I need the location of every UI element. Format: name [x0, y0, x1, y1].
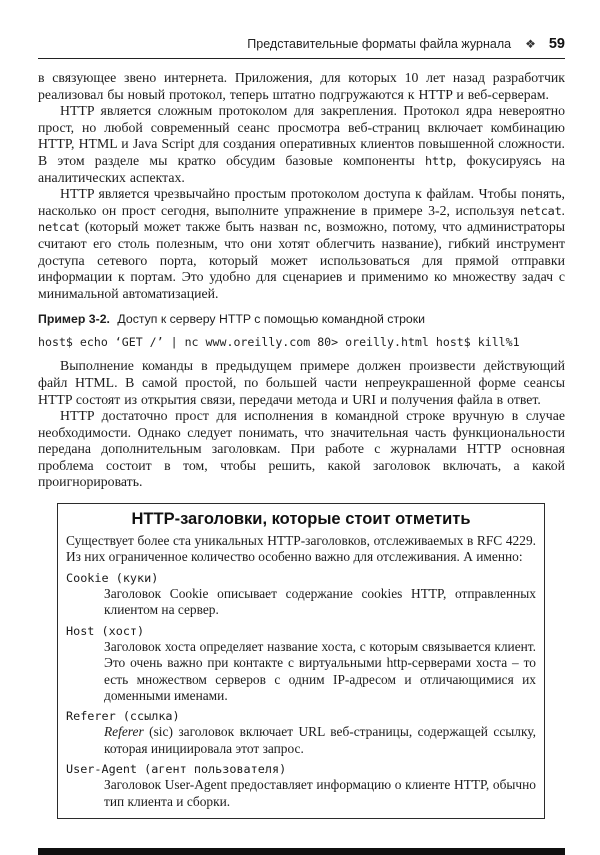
paragraph: [38, 408, 565, 491]
text-segment: http: [425, 153, 453, 168]
truncated-next-block-top: [38, 848, 565, 855]
header-term-referer: Referer (ссылка): [66, 709, 180, 724]
paragraph: [38, 186, 565, 302]
example-caption: [38, 312, 565, 326]
header-term-host: Host (хост): [66, 623, 145, 638]
text-segment: Выполнение команды в предыдущем примере должен произвести действующий файл HTML. В самой простой, по большей части непреукрашенной форме сеансы HTTP состоят из открытия связи, передачи метода и URI и получения файла в ответ.: [38, 358, 565, 407]
paragraph: [38, 358, 565, 408]
note-box-intro: Существует более ста уникальных HTTP-заголовков, отслеживаемых в RFC 4229. Из них ограниченное количество особенно важно для отслеживания. А именно:: [66, 533, 536, 565]
text-segment: HTTP является сложным протоколом для закрепления. Протокол ядра невероятно прост, но любой современный сеанс просмотра веб-страниц включает комбинацию HTTP, HTML и Java Script для создания оперативных клиентов повышенной сложности. В этом разделе мы кратко обсудим базовые компоненты: [38, 103, 565, 168]
page-number: 59: [548, 36, 565, 52]
running-head-title: Представительные форматы файла журнала: [247, 37, 512, 51]
header-definition-referer: [104, 724, 536, 757]
note-box-title: HTTP-заголовки, которые стоит отметить: [131, 510, 471, 529]
example-3-2: [38, 312, 565, 349]
body-copy: [38, 70, 565, 491]
text-segment: nc: [303, 220, 318, 235]
paragraph: [38, 103, 565, 186]
example-label: Пример 3-2.: [38, 312, 110, 327]
text-segment: , возможно, потому, что администраторы считают его столь полезным, что они хотят облегчить название), гибкий инструмент доступа сетевого порта, который может использоваться для прямой отправки информации к портам. Это удобно для сценариев и применимо ко множеству задач с минимальной автоматизацией.: [38, 219, 565, 301]
header-definition-cookie: [104, 586, 536, 619]
header-term-cookie: Cookie (куки): [66, 570, 159, 585]
header-definition-host: [104, 639, 536, 705]
text-segment: HTTP достаточно прост для исполнения в командной строке вручную в случае необходимости. Однако следует понимать, что значительная часть функциональности передана дополнительным заголовкам. При работе с журналами HTTP основная проблема состоит в том, чтобы решить, какой заголовок включать, а какой проигнорировать.: [38, 408, 565, 490]
running-head: [38, 36, 565, 59]
text-segment: (sic) заголовок включает URL веб-страницы, содержащей ссылку, которая инициировала этот запрос.: [104, 724, 536, 756]
header-term-user-agent: User-Agent (агент пользователя): [66, 762, 287, 777]
example-caption-text: Доступ к серверу HTTP с помощью командной строки: [117, 312, 426, 327]
text-segment: Заголовок Cookie описывает содержание cookies HTTP, отправленных клиентом на сервер.: [104, 585, 536, 618]
text-segment: HTTP является чрезвычайно простым протоколом доступа к файлам. Чтобы понять, насколько он прост сегодня, выполните упражнение в примере 3-2, используя: [38, 186, 565, 218]
http-headers-note-box: [57, 503, 545, 819]
example-code: host$ echo ‘GET /’ | nc www.oreilly.com 80> oreilly.html host$ kill%1: [38, 335, 520, 350]
text-segment: , фокусируясь на аналитических аспектах.: [38, 152, 565, 185]
diamond-ornament-icon: ❖: [525, 37, 536, 51]
text-segment: .: [561, 202, 565, 218]
text-segment: netcat: [519, 203, 562, 218]
text-segment: Referer: [104, 724, 144, 740]
text-segment: Заголовок User-Agent предоставляет информацию о клиенте HTTP, обычно тип клиента и сборки.: [104, 777, 536, 809]
text-segment: netcat: [38, 220, 80, 235]
text-segment: Заголовок хоста определяет название хоста, с которым связывается клиент. Это очень важно при контакте с виртуальными http-серверами хоста – то есть множеством серверов с одним IP-адресом и отличающимися их доменными именами.: [104, 638, 536, 703]
text-segment: в связующее звено интернета. Приложения, для которых 10 лет назад разработчик реализовал бы новый протокол, теперь штатно подгружаются к HTTP и веб-серверам.: [38, 70, 565, 102]
text-segment: (который может также быть назван: [79, 219, 304, 235]
header-definition-user-agent: [104, 777, 536, 810]
paragraph: [38, 70, 565, 103]
